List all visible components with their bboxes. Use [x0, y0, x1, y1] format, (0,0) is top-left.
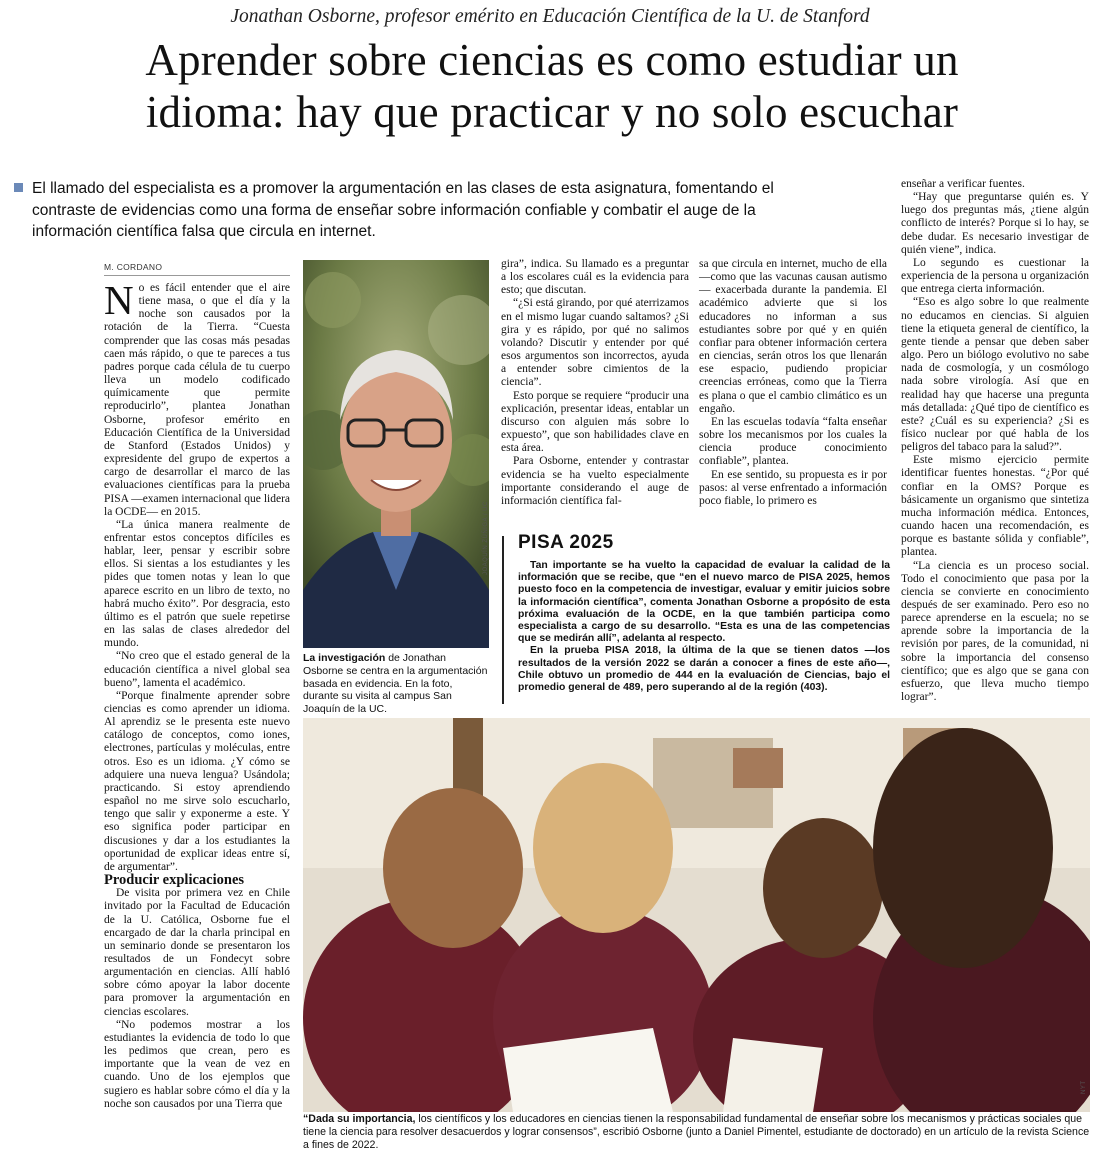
paragraph: gira”, indica. Su llamado es a preguntar a los escolares cuál es la evidencia para esto; que discutan.	[501, 258, 689, 297]
paragraph: “No podemos mostrar a los estudiantes la evidencia de todo lo que les pedimos que crean, pero es importante que la vean de vez en cuando. Uno de los ejemplos que sugiero es hablar sobre cómo el día y la noche son causados por una Tierra que	[104, 1018, 290, 1110]
photo-credit: JOAQUÍN ZÚÑIGA / UC	[483, 501, 489, 575]
paragraph: sa que circula en internet, mucho de ella —como que las vacunas causan autismo— exacerbada durante la pandemia. El académico advierte que si los educadores no informan a sus estudiantes sobre por qué y en quién confiar para obtener información certera en ciencias, serán otros los que llenarán ese espacio, pudiendo propiciar creencias erróneas, como que la Tierra es plana o que el cambio climático es un engaño.	[699, 258, 887, 415]
headline-line-2: idioma: hay que practicar y no solo escuchar	[145, 87, 959, 137]
paragraph: Este mismo ejercicio permite identificar fuentes honestas. “¿Por qué confiar en la OMS? Porque es básicamente un organismo que sintetiza mucha información médica. Entonces, cuando hacen una recomendación, es porque es bastante sólida y confiable”, plantea.	[901, 454, 1089, 559]
summary-line-1: El llamado del especialista es a promover la argumentación en las clases de esta asignatura, fomentando el	[32, 180, 774, 197]
caption-lead: La investigación	[303, 652, 386, 664]
paragraph: “¿Si está girando, por qué aterrizamos en el mismo lugar cuando saltamos? ¿Si gira y es rápido, por qué no salimos volando? Discutir y entender por qué esos argumentos son incorrectos, ayuda a entender sobre cimientos de la ciencia”.	[501, 297, 689, 389]
paragraph: En ese sentido, su propuesta es ir por pasos: al verse enfrentado a información poco fiable, lo primero es	[699, 468, 887, 507]
paragraph: En las escuelas todavía “falta enseñar sobre los mecanismos por los cuales la ciencia produce conocimiento confiable”, plantea.	[699, 415, 887, 468]
pisa-box-title: PISA 2025	[518, 532, 614, 553]
subheading: Producir explicaciones	[104, 872, 245, 889]
bullet-square-icon	[14, 183, 23, 192]
paragraph: Esto porque se requiere “producir una explicación, presentar ideas, entablar un discurso con alguien más sobre lo expuesto”, que son habilidades clave en esta área.	[501, 389, 689, 455]
summary-line-3: información científica falsa que circula en internet.	[32, 223, 376, 240]
paragraph: Tan importante se ha vuelto la capacidad de evaluar la calidad de la información que se recibe, que “en el nuevo marco de PISA 2025, hemos puesto foco en la competencia de investigar, evaluar y emitir juicios sobre la información científica”, comenta Jonathan Osborne a propósito de esta próxima evaluación de la OCDE, en la que también participa como especialista a cargo de su desarrollo. “Esta es una de las competencias que se medirán allí”, adelanta al respecto.	[518, 560, 890, 645]
article-column-5	[901, 178, 1089, 704]
article-column-1	[104, 277, 290, 1111]
paragraph: “Hay que preguntarse quién es. Y luego dos preguntas más, ¿tiene algún conflicto de interés? Porque si lo hay, se debe dudar. Es necesario investigar de quién viene”, indica.	[901, 191, 1089, 256]
portrait-illustration	[303, 260, 489, 648]
paragraph: “Eso es algo sobre lo que realmente no educamos en ciencias. Si alguien tiene la etiqueta general de científico, la gente tiende a pensar que deben saber algo. Pero un biólogo evolutivo no sabe nada de cosmología, y un cosmólogo nada sobre virología. Así que en realidad hay que hacerse una pregunta más detallada: ¿Qué tipo de científico es este? ¿Cuál es su experiencia? ¿Si es físico nuclear por qué habla de los peligros del tabaco para la salud?”.	[901, 296, 1089, 454]
kicker: Jonathan Osborne, profesor emérito en Educación Científica de la U. de Stanford	[230, 6, 870, 27]
classroom-illustration	[303, 718, 1090, 1112]
paragraph: En la prueba PISA 2018, la última de la que se tienen datos —los resultados de la versión 2022 se darán a conocer a fines de este año—, Chile obtuvo un promedio de 444 en la evaluación de Ciencias, bajo el promedio general de 489, pero superando al de la región (403).	[518, 645, 890, 694]
byline: M. CORDANO	[104, 262, 290, 276]
photo-credit: NYT	[1081, 1080, 1087, 1094]
classroom-photo	[303, 718, 1090, 1112]
paragraph: “La ciencia es un proceso social. Todo el conocimiento que pasa por la ciencia se convierte en conocimiento después de ser examinado. Pero eso no parece aprenderse en la escuela; no se aprende sobre la importancia de la revisión por pares, de la comunidad, ni sobre la importancia del consenso científico; que es algo que se gana con esfuerzo, que lleva mucho tiempo lograr”.	[901, 559, 1089, 704]
paragraph: De visita por primera vez en Chile invitado por la Facultad de Educación de la U. Católica, Osborne fue el encargado de dar la charla principal en un seminario donde se presentaron los resultados de un Fondecyt sobre argumentación en ciencias. Allí habló sobre cómo apoyar la labor docente para promover la argumentación en ciencias escolares.	[104, 887, 290, 1018]
paragraph: “No creo que el estado general de la educación científica a nivel global sea bueno”, lamenta el académico.	[104, 650, 290, 689]
paragraph: Para Osborne, entender y contrastar evidencia se ha vuelto especialmente importante considerando el auge de información científica fal-	[501, 455, 689, 507]
article-column-4	[699, 258, 887, 508]
classroom-caption: “Dada su importancia, los científicos y los educadores en ciencias tienen la responsabilidad fundamental de enseñar sobre los mecanismos y prácticas sociales que tiene la ciencia para resolver desacuerdos y lograr consensos”, escribió Osborne (junto a Daniel Pimentel, estudiante de doctorado) en un artículo de la revista Science a fines de 2022.	[303, 1113, 1090, 1151]
paragraph: “La única manera realmente de enfrentar estos conceptos difíciles es hablar, leer, pensar y escribir sobre ellos. Si sientas a los estudiantes y les pides que tomen notas y lean lo que aparece escrito en un libro de texto, no habrá mucho éxito”. Por desgracia, esto último es el patrón que suele repetirse en las salas de clases alrededor del mundo.	[104, 518, 290, 650]
pisa-box-text	[500, 560, 890, 694]
paragraph: enseñar a verificar fuentes.	[901, 178, 1025, 190]
caption-lead: “Dada su importancia,	[303, 1113, 416, 1125]
summary-lead	[14, 178, 884, 243]
headline	[14, 34, 1090, 138]
pisa-box	[500, 532, 890, 694]
portrait-caption: La investigación de Jonathan Osborne se centra en la argumentación basada en evidencia. En la foto, durante su visita al campus San Joaquín de la UC.	[303, 652, 488, 716]
summary-line-2: contraste de evidencias como una forma de enseñar sobre información confiable y combatir el auge de la	[32, 201, 756, 219]
portrait-photo	[303, 260, 489, 648]
drop-cap: N	[104, 277, 134, 323]
headline-line-1: Aprender sobre ciencias es como estudiar un	[145, 35, 959, 85]
paragraph: Lo segundo es cuestionar la experiencia de la persona u organización que entrega cierta información.	[901, 256, 1089, 296]
article-column-3	[501, 258, 689, 508]
paragraph: “Porque finalmente aprender sobre ciencias es como aprender un idioma. Al aprendiz se le presenta este nuevo catálogo de conceptos, como iones, electrones, partículas y moléculas, entre otros. Eso es un idioma. ¿Y cómo se adquiere una nueva lengua? Usándola; practicando. Si estoy aprendiendo español no me sirve solo escucharlo, tengo que salir y exponerme a este. Y eso significa poder participar en discusiones y dar a los estudiantes la oportunidad de explicar ideas entre sí, de argumentar”.	[104, 689, 290, 873]
paragraph: No es fácil entender que el aire tiene masa, o que el día y la noche son causados por la rotación de la Tierra. “Cuesta comprender que las cosas más pesadas caen más rápido, o que te pareces a tus padres porque cada célula de tu cuerpo lleva un modelo codificado químicamente que permite reproducirlo”, plantea Jonathan Osborne, profesor emérito en Educación Científica de la Universidad de Stanford (Estados Unidos) y expresidente del grupo de expertos a cargo de desarrollar el marco de las evaluaciones científicas para la prueba PISA —examen internacional que lidera la OCDE— en 2015.	[104, 277, 290, 518]
